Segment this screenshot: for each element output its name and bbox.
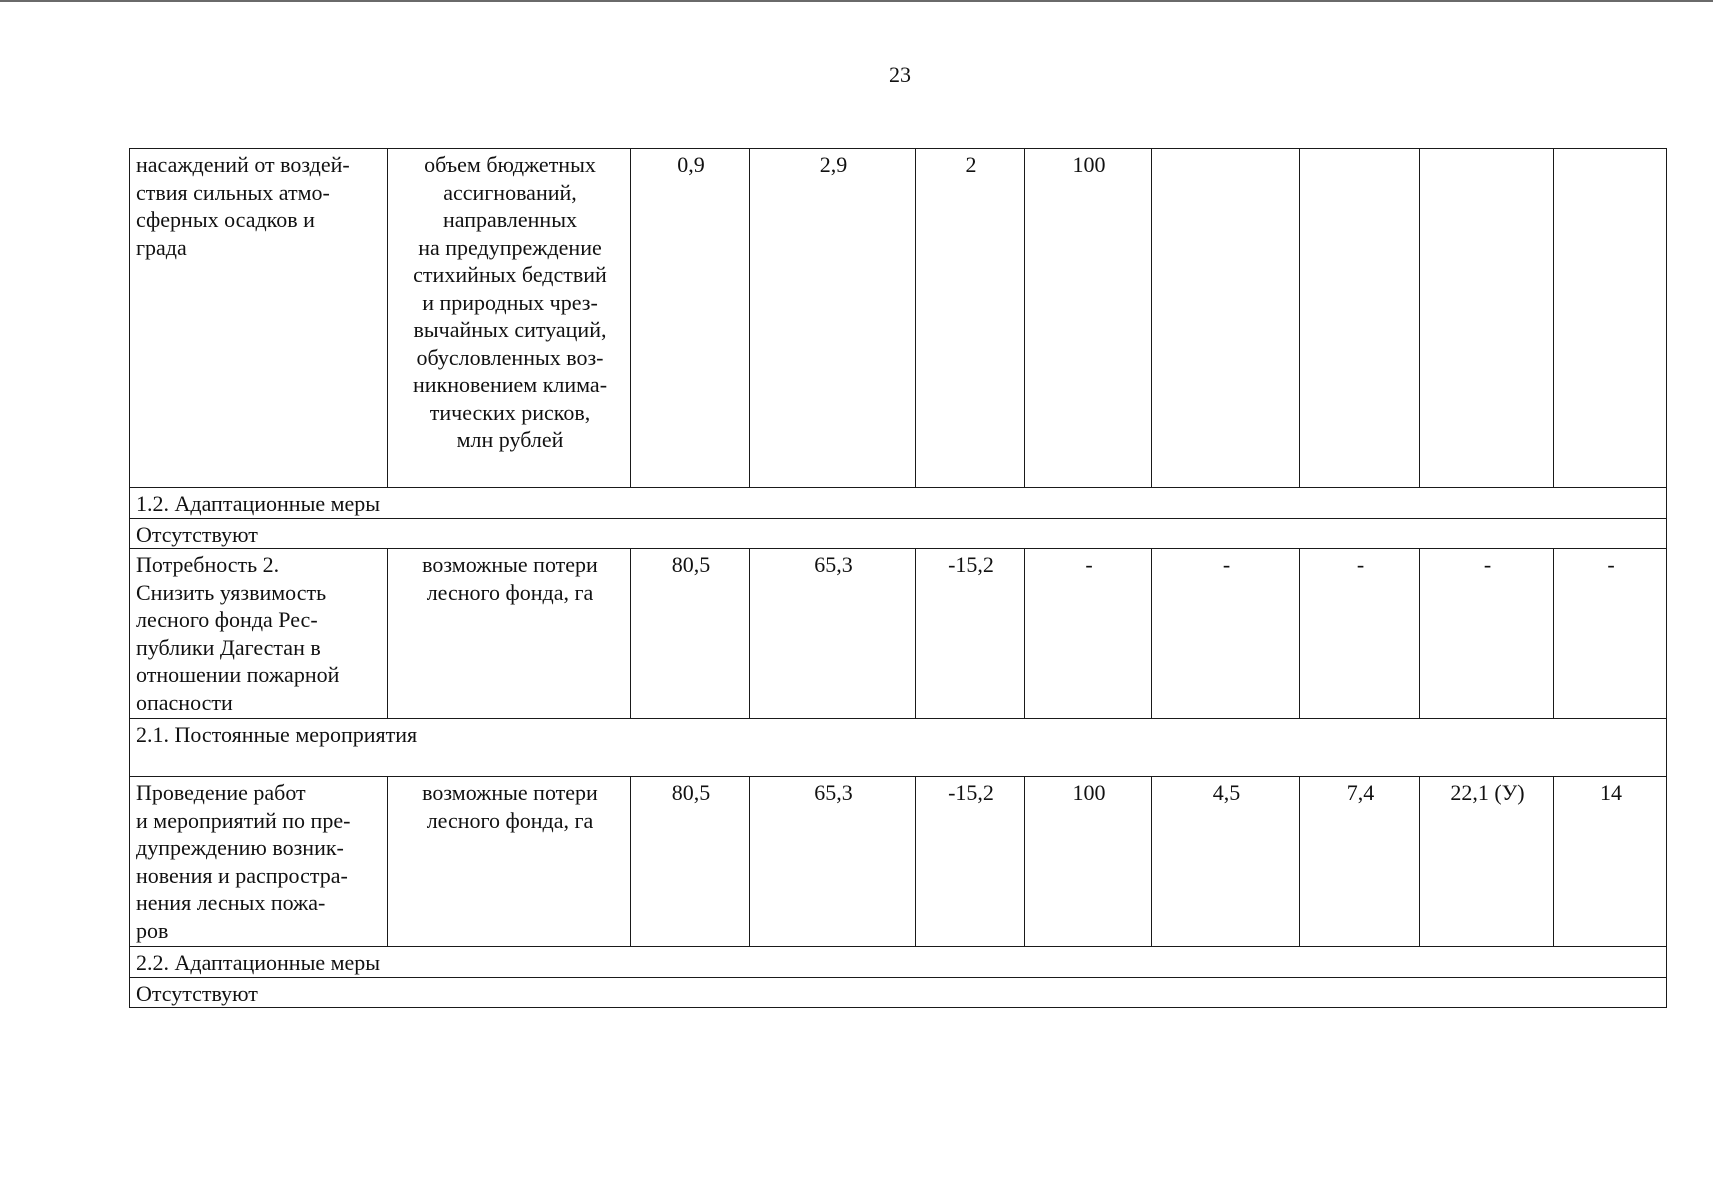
cell-value-col4: 65,3 [750,549,916,719]
cell-value-col7 [1152,149,1300,488]
cell-value-col8: - [1300,549,1420,719]
section-row-2-1 [130,719,1667,777]
cell-value-col6: - [1025,549,1152,719]
cell-value-col10: 14 [1554,777,1667,947]
section-heading-2-1: 2.1. Постоянные мероприятия [130,719,1667,777]
none-text-2: Отсутствуют [130,977,1667,1008]
cell-indicator: возможные потери лесного фонда, га [388,549,631,719]
cell-value-col3: 0,9 [631,149,750,488]
cell-value-col6: 100 [1025,777,1152,947]
table-row-need-2 [130,549,1667,719]
cell-value-col8 [1300,149,1420,488]
section-row-1-2 [130,488,1667,519]
scan-edge-line [0,0,1713,2]
cell-value-col5: -15,2 [916,777,1025,947]
cell-value-col6: 100 [1025,149,1152,488]
cell-value-col7: - [1152,549,1300,719]
cell-value-col10 [1554,149,1667,488]
cell-value-col7: 4,5 [1152,777,1300,947]
cell-value-col4: 65,3 [750,777,916,947]
section-heading-2-2: 2.2. Адаптационные меры [130,947,1667,978]
none-text-1: Отсутствуют [130,518,1667,549]
cell-value-col3: 80,5 [631,549,750,719]
table-row-fire-prevention [130,777,1667,947]
table-row-atmospheric-protection [130,149,1667,488]
cell-measure-description: Проведение работ и мероприятий по пре- дупреждению возник- новения и распростра- нения лесных пожа- ров [130,777,388,947]
section-heading-1-2: 1.2. Адаптационные меры [130,488,1667,519]
measures-table [129,148,1667,1008]
cell-value-col9: - [1420,549,1554,719]
cell-value-col10: - [1554,549,1667,719]
cell-value-col5: 2 [916,149,1025,488]
cell-value-col4: 2,9 [750,149,916,488]
section-row-2-2 [130,947,1667,978]
cell-value-col9 [1420,149,1554,488]
none-row-2 [130,977,1667,1008]
cell-indicator: объем бюджетных ассигнований, направленных на предупреждение стихийных бедствий и природных чрез- вычайных ситуаций, обусловленных воз- никновением клима- тических рисков, млн рублей [388,149,631,488]
cell-value-col9: 22,1 (У) [1420,777,1554,947]
cell-value-col5: -15,2 [916,549,1025,719]
none-row-1 [130,518,1667,549]
cell-measure-description: насаждений от воздей- ствия сильных атмо- сферных осадков и града [130,149,388,488]
cell-indicator: возможные потери лесного фонда, га [388,777,631,947]
cell-value-col8: 7,4 [1300,777,1420,947]
cell-measure-description: Потребность 2. Снизить уязвимость лесного фонда Рес- публики Дагестан в отношении пожарной опасности [130,549,388,719]
page-number: 23 [889,62,911,87]
cell-value-col3: 80,5 [631,777,750,947]
